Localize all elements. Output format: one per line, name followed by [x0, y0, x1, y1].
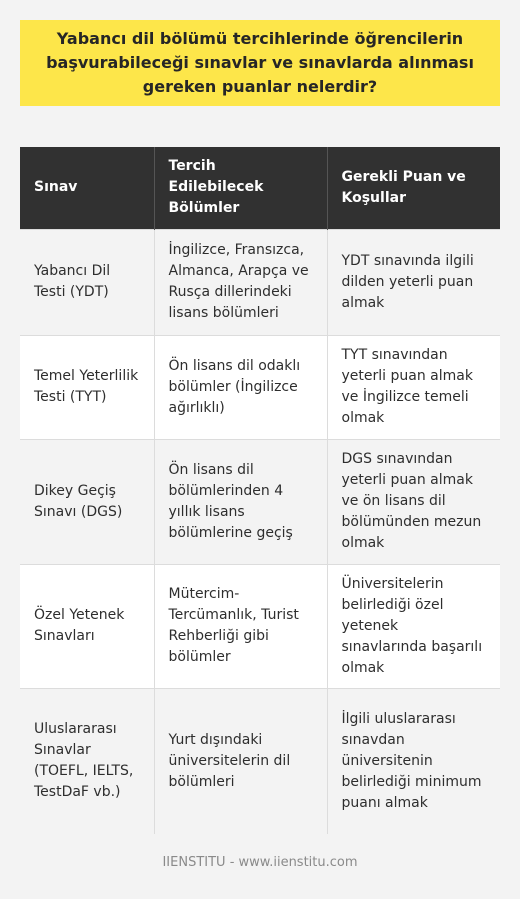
table-row [20, 439, 500, 564]
header-departments: Tercih Edilebilecek Bölümler [154, 147, 327, 229]
table-row [20, 335, 500, 439]
cell-exam: Temel Yeterlilik Testi (TYT) [20, 335, 154, 439]
table-row [20, 229, 500, 335]
page-title: Yabancı dil bölümü tercihlerinde öğrencilerin başvurabileceği sınavlar ve sınavlarda alınması gereken puanlar nelerdir? [46, 29, 474, 96]
header-exam: Sınav [20, 147, 154, 229]
cell-requirements: Üniversitelerin belirlediği özel yetenek sınavlarında başarılı olmak [327, 564, 500, 688]
cell-exam: Yabancı Dil Testi (YDT) [20, 229, 154, 335]
cell-requirements: İlgili uluslararası sınavdan üniversitenin belirlediği minimum puanı almak [327, 688, 500, 834]
header-requirements: Gerekli Puan ve Koşullar [327, 147, 500, 229]
title-banner [20, 20, 500, 106]
cell-exam: Dikey Geçiş Sınavı (DGS) [20, 439, 154, 564]
cell-departments: Ön lisans dil odaklı bölümler (İngilizce ağırlıklı) [154, 335, 327, 439]
table-row [20, 564, 500, 688]
cell-departments: Mütercim-Tercümanlık, Turist Rehberliği gibi bölümler [154, 564, 327, 688]
exam-table [20, 147, 500, 834]
cell-departments: Ön lisans dil bölümlerinden 4 yıllık lisans bölümlerine geçiş [154, 439, 327, 564]
cell-departments: İngilizce, Fransızca, Almanca, Arapça ve Rusça dillerindeki lisans bölümleri [154, 229, 327, 335]
cell-requirements: DGS sınavından yeterli puan almak ve ön lisans dil bölümünden mezun olmak [327, 439, 500, 564]
table-header-row [20, 147, 500, 229]
footer-credit: IIENSTITU - www.iienstitu.com [162, 855, 358, 870]
cell-requirements: YDT sınavında ilgili dilden yeterli puan almak [327, 229, 500, 335]
cell-departments: Yurt dışındaki üniversitelerin dil bölümleri [154, 688, 327, 834]
cell-exam: Uluslararası Sınavlar (TOEFL, IELTS, TestDaF vb.) [20, 688, 154, 834]
cell-exam: Özel Yetenek Sınavları [20, 564, 154, 688]
table-row [20, 688, 500, 834]
cell-requirements: TYT sınavından yeterli puan almak ve İngilizce temeli olmak [327, 335, 500, 439]
